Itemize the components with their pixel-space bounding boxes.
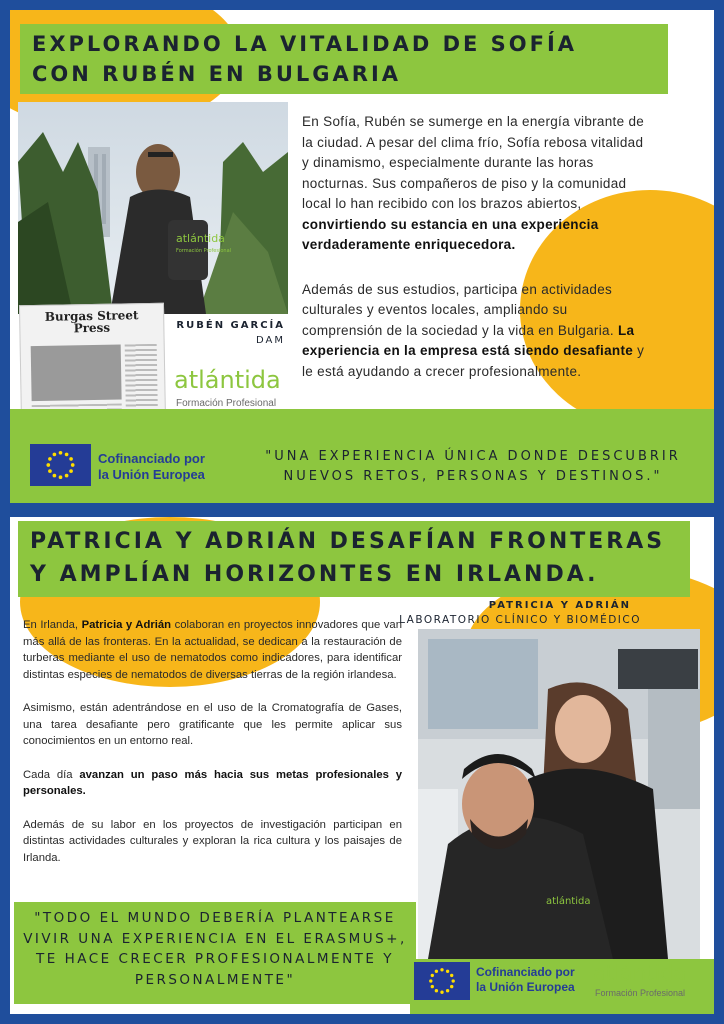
paragraph-1-start: En Irlanda,	[23, 619, 82, 631]
paragraph-4	[23, 817, 402, 867]
eu-label-line1: Cofinanciado por	[476, 965, 575, 979]
article-body	[23, 617, 402, 883]
paragraph-3-bold: avanzan un paso más hacia sus metas profesionales y personales.	[23, 768, 402, 797]
paragraph-2-text: Además de sus estudios, participa en actividades culturales y eventos locales, ampliando su comprensión de la sociedad y la vida en Bulgaria.	[302, 281, 618, 338]
paragraph-2	[302, 280, 647, 383]
student-course: DAM	[256, 335, 285, 346]
logo-subtitle: Formación Profesional	[595, 988, 686, 998]
student-course: LABORATORIO CLÍNICO Y BIOMÉDICO	[399, 614, 641, 626]
paragraph-3-start: Cada día	[23, 768, 80, 781]
atlantida-logo	[593, 961, 709, 1006]
eu-cofinanced-label	[98, 451, 205, 483]
page-title-line2: CON RUBÉN EN BULGARIA	[32, 62, 402, 86]
paragraph-1-bold: convirtiendo su estancia en una experiencia verdaderamente enriquecedora.	[302, 216, 599, 252]
title-banner	[20, 24, 668, 94]
student-name: RUBÉN GARCÍA	[176, 320, 285, 331]
newspaper-clipping	[19, 303, 166, 426]
newspaper-masthead: Burgas Street Press	[44, 308, 139, 336]
paragraph-1-bold: Patricia y Adrián	[81, 619, 172, 631]
page-title-line1: EXPLORANDO LA VITALIDAD DE SOFÍA	[32, 32, 578, 56]
shirt-logo-sub: Formación Profesional	[176, 248, 232, 254]
paragraph-1-text: colaboran en proyectos innovadores que van más allá de las fronteras. En la actualidad, se dedican a la restauración de turberas mediante el uso de nematodos como indicadores, para identificar distintas especies de nematodos de diversas tierras de la región irlandesa.	[23, 619, 402, 681]
eu-flag-icon	[30, 444, 91, 486]
paragraph-1-text: En Sofía, Rubén se sumerge en la energía vibrante de la ciudad. A pesar del clima frío, Sofía rebosa vitalidad y dinamismo, especialmente durante las horas nocturnas. Sus compañeros de piso y la comunidad local lo han recibido con los brazos abiertos,	[302, 114, 645, 211]
paragraph-2	[23, 700, 402, 750]
newspaper-photo	[31, 345, 122, 402]
eu-label-line2: la Unión Europea	[476, 980, 575, 994]
eu-flag-icon	[414, 962, 470, 1000]
student-names: PATRICIA Y ADRIÁN	[488, 600, 631, 611]
eu-label-line1: Cofinanciado por	[98, 451, 205, 466]
newspaper-columns	[125, 344, 158, 415]
article-body	[302, 112, 647, 399]
rubén-photo	[18, 102, 288, 314]
paragraph-1	[23, 617, 402, 683]
eu-label-line2: la Unión Europea	[98, 467, 205, 482]
footer-quote: "TODO EL MUNDO DEBERÍA PLANTEARSE VIVIR UNA EXPERIENCIA EN EL ERASMUS+, TE HACE CRECER PROFESIONALMENTE Y PERSONALMENTE"	[23, 910, 407, 988]
paragraph-2-bold: La experiencia en la empresa está siendo desafiante	[302, 322, 635, 358]
eu-cofinanced-label	[476, 965, 575, 995]
shirt-logo-text: atlántida	[176, 232, 225, 245]
logo-subtitle: Formación Profesional	[176, 398, 277, 409]
lab-selfie-image	[418, 629, 700, 959]
page-title-line2: Y AMPLÍAN HORIZONTES EN IRLANDA.	[30, 562, 599, 587]
page-title-line1: PATRICIA Y ADRIÁN DESAFÍAN FRONTERAS	[30, 529, 666, 554]
paragraph-2-text: Asimismo, están adentrándose en el uso de la Cromatografía de Gases, una tarea desafiante pero gratificante que les permite aplicar sus conocimientos en un entorno real.	[23, 702, 402, 747]
logo-wordmark: atlántida	[174, 366, 281, 394]
paragraph-2-end: y le está ayudando a crecer profesionalmente.	[302, 343, 645, 379]
lab-selfie-photo	[418, 629, 700, 959]
paragraph-1	[302, 112, 647, 256]
paragraph-3	[23, 767, 402, 800]
paragraph-4-text: Además de su labor en los proyectos de investigación participan en distintas actividades culturales y exploran la rica cultura y los paisajes de Irlanda.	[23, 818, 402, 864]
article-rubén-bulgaria	[10, 10, 714, 503]
title-banner	[18, 521, 690, 597]
shirt-logo-text: atlántida	[546, 896, 591, 907]
article-patricia-adrian-irlanda	[10, 517, 714, 1014]
footer-quote: "UNA EXPERIENCIA ÚNICA DONDE DESCUBRIR NUEVOS RETOS, PERSONAS Y DESTINOS."	[265, 449, 681, 484]
rubén-photo-image	[18, 102, 288, 314]
logo-wordmark: atlántida	[593, 961, 687, 985]
